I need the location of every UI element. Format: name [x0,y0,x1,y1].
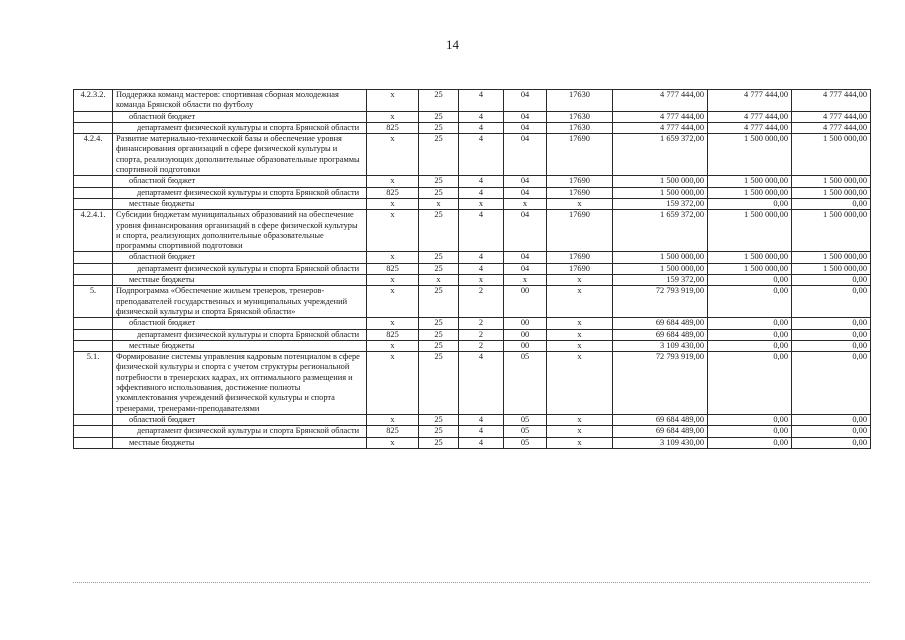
table-row [74,187,871,198]
pr-code-cell: x [459,275,504,286]
pr-code-cell: 4 [459,437,504,448]
amount-year3-cell: 1 500 000,00 [792,134,871,176]
rz-code-cell: 25 [419,263,459,274]
csr-code-cell: x [547,426,613,437]
grbs-code-cell: 825 [367,426,419,437]
amount-year2-cell: 1 500 000,00 [708,252,792,263]
row-number-cell [74,426,113,437]
rz-code-cell: 25 [419,414,459,425]
vr-code-cell: x [504,198,547,209]
table-row [74,122,871,133]
row-name-cell: Субсидии бюджетам муниципальных образований на обеспечение уровня финансирования организаций в сфере физической культуры и спорта, реализующих дополнительные образовательные программы спортивной подготовки [113,210,367,252]
csr-code-cell: 17630 [547,111,613,122]
rz-code-cell: 25 [419,426,459,437]
row-name-cell: местные бюджеты [113,198,367,209]
row-name-cell: департамент физической культуры и спорта Брянской области [113,187,367,198]
csr-code-cell: x [547,198,613,209]
row-name-cell: Подпрограмма «Обеспечение жильем тренеров, тренеров-преподавателей государственных и муниципальных учреждений физической культуры и спорта Брянской области» [113,286,367,318]
table-row [74,318,871,329]
pr-code-cell: 4 [459,187,504,198]
rz-code-cell: x [419,275,459,286]
budget-table [73,89,871,449]
amount-year2-cell: 0,00 [708,286,792,318]
table-row [74,198,871,209]
csr-code-cell: x [547,414,613,425]
csr-code-cell: 17690 [547,187,613,198]
amount-year2-cell: 1 500 000,00 [708,263,792,274]
csr-code-cell: 17690 [547,263,613,274]
row-number-cell [74,318,113,329]
amount-year2-cell: 0,00 [708,352,792,415]
row-name-cell: Развитие материально-технической базы и обеспечение уровня финансирования организаций в сфере физической культуры и спорта, реализующих дополнительные образовательные программы спортивной подготовки [113,134,367,176]
rz-code-cell: 25 [419,122,459,133]
amount-year3-cell: 1 500 000,00 [792,210,871,252]
amount-year1-cell: 4 777 444,00 [613,90,708,112]
amount-year2-cell: 4 777 444,00 [708,111,792,122]
row-number-cell [74,111,113,122]
csr-code-cell: x [547,329,613,340]
amount-year3-cell: 4 777 444,00 [792,111,871,122]
amount-year1-cell: 1 500 000,00 [613,263,708,274]
table-row [74,263,871,274]
vr-code-cell: 04 [504,90,547,112]
row-number-cell [74,263,113,274]
amount-year3-cell: 0,00 [792,275,871,286]
amount-year2-cell: 0,00 [708,318,792,329]
pr-code-cell: 2 [459,340,504,351]
pr-code-cell: 4 [459,263,504,274]
amount-year3-cell: 0,00 [792,437,871,448]
pr-code-cell: 4 [459,122,504,133]
csr-code-cell: 17690 [547,252,613,263]
pr-code-cell: 4 [459,134,504,176]
csr-code-cell: 17630 [547,90,613,112]
amount-year3-cell: 1 500 000,00 [792,263,871,274]
vr-code-cell: 05 [504,414,547,425]
amount-year1-cell: 1 659 372,00 [613,210,708,252]
csr-code-cell: x [547,286,613,318]
table-bottom-edge [73,582,870,583]
table-row [74,340,871,351]
csr-code-cell: x [547,352,613,415]
grbs-code-cell: x [367,90,419,112]
vr-code-cell: 05 [504,352,547,415]
row-name-cell: Формирование системы управления кадровым потенциалом в сфере физической культуры и спорта с учетом структуры региональной потребности в тренерских кадрах, их оптимального размещения и эффективного использования, достижение полноты укомплектования учреждений физической культуры и спорта тренерами, тренерами-преподавателями [113,352,367,415]
vr-code-cell: 04 [504,252,547,263]
table-row [74,352,871,415]
vr-code-cell: 04 [504,187,547,198]
amount-year2-cell: 0,00 [708,329,792,340]
row-name-cell: областной бюджет [113,414,367,425]
vr-code-cell: 00 [504,286,547,318]
table-row [74,329,871,340]
amount-year1-cell: 1 500 000,00 [613,187,708,198]
vr-code-cell: 04 [504,122,547,133]
rz-code-cell: 25 [419,134,459,176]
row-number-cell [74,187,113,198]
csr-code-cell: 17690 [547,134,613,176]
amount-year3-cell: 0,00 [792,286,871,318]
amount-year2-cell: 1 500 000,00 [708,134,792,176]
table-row [74,286,871,318]
grbs-code-cell: x [367,352,419,415]
table-row [74,275,871,286]
row-name-cell: местные бюджеты [113,437,367,448]
row-number-cell [74,275,113,286]
pr-code-cell: 4 [459,426,504,437]
amount-year1-cell: 1 659 372,00 [613,134,708,176]
amount-year1-cell: 4 777 444,00 [613,122,708,133]
vr-code-cell: x [504,275,547,286]
row-number-cell [74,176,113,187]
amount-year3-cell: 0,00 [792,329,871,340]
amount-year1-cell: 1 500 000,00 [613,252,708,263]
amount-year1-cell: 3 109 430,00 [613,340,708,351]
grbs-code-cell: 825 [367,122,419,133]
amount-year3-cell: 0,00 [792,318,871,329]
rz-code-cell: 25 [419,318,459,329]
amount-year2-cell: 0,00 [708,414,792,425]
amount-year1-cell: 69 684 489,00 [613,329,708,340]
row-name-cell: областной бюджет [113,318,367,329]
pr-code-cell: 4 [459,90,504,112]
rz-code-cell: 25 [419,252,459,263]
row-number-cell: 5.1. [74,352,113,415]
row-number-cell [74,329,113,340]
csr-code-cell: 17630 [547,122,613,133]
amount-year3-cell: 1 500 000,00 [792,252,871,263]
amount-year3-cell: 4 777 444,00 [792,90,871,112]
page-number: 14 [446,37,459,52]
amount-year2-cell: 1 500 000,00 [708,176,792,187]
rz-code-cell: 25 [419,437,459,448]
table-row [74,176,871,187]
table-row [74,437,871,448]
row-name-cell: областной бюджет [113,111,367,122]
rz-code-cell: 25 [419,210,459,252]
grbs-code-cell: 825 [367,187,419,198]
row-name-cell: департамент физической культуры и спорта Брянской области [113,426,367,437]
amount-year1-cell: 69 684 489,00 [613,414,708,425]
csr-code-cell: x [547,275,613,286]
pr-code-cell: 4 [459,414,504,425]
pr-code-cell: x [459,198,504,209]
amount-year1-cell: 69 684 489,00 [613,426,708,437]
rz-code-cell: 25 [419,286,459,318]
pr-code-cell: 4 [459,252,504,263]
pr-code-cell: 4 [459,210,504,252]
amount-year1-cell: 1 500 000,00 [613,176,708,187]
vr-code-cell: 00 [504,340,547,351]
table-row [74,111,871,122]
row-number-cell: 4.2.4. [74,134,113,176]
amount-year3-cell: 1 500 000,00 [792,176,871,187]
rz-code-cell: x [419,198,459,209]
row-name-cell: департамент физической культуры и спорта Брянской области [113,263,367,274]
grbs-code-cell: 825 [367,263,419,274]
amount-year2-cell: 1 500 000,00 [708,187,792,198]
amount-year2-cell: 0,00 [708,198,792,209]
amount-year1-cell: 4 777 444,00 [613,111,708,122]
rz-code-cell: 25 [419,352,459,415]
rz-code-cell: 25 [419,329,459,340]
vr-code-cell: 00 [504,329,547,340]
grbs-code-cell: 825 [367,329,419,340]
table-row [74,426,871,437]
amount-year1-cell: 72 793 919,00 [613,286,708,318]
pr-code-cell: 4 [459,111,504,122]
csr-code-cell: x [547,340,613,351]
grbs-code-cell: x [367,275,419,286]
grbs-code-cell: x [367,176,419,187]
amount-year2-cell: 0,00 [708,275,792,286]
row-name-cell: департамент физической культуры и спорта Брянской области [113,329,367,340]
pr-code-cell: 4 [459,176,504,187]
row-number-cell [74,340,113,351]
vr-code-cell: 04 [504,134,547,176]
vr-code-cell: 00 [504,318,547,329]
amount-year1-cell: 3 109 430,00 [613,437,708,448]
row-number-cell [74,198,113,209]
csr-code-cell: 17690 [547,176,613,187]
row-name-cell: местные бюджеты [113,340,367,351]
pr-code-cell: 4 [459,352,504,415]
rz-code-cell: 25 [419,176,459,187]
grbs-code-cell: x [367,414,419,425]
vr-code-cell: 05 [504,437,547,448]
vr-code-cell: 04 [504,210,547,252]
pr-code-cell: 2 [459,286,504,318]
amount-year3-cell: 0,00 [792,426,871,437]
amount-year3-cell: 1 500 000,00 [792,187,871,198]
row-name-cell: местные бюджеты [113,275,367,286]
amount-year1-cell: 159 372,00 [613,198,708,209]
csr-code-cell: x [547,318,613,329]
table-row [74,252,871,263]
row-name-cell: областной бюджет [113,252,367,263]
grbs-code-cell: x [367,252,419,263]
grbs-code-cell: x [367,286,419,318]
rz-code-cell: 25 [419,187,459,198]
amount-year3-cell: 0,00 [792,198,871,209]
vr-code-cell: 04 [504,111,547,122]
row-number-cell [74,414,113,425]
row-name-cell: Поддержка команд мастеров: спортивная сборная молодежная команда Брянской области по футболу [113,90,367,112]
row-number-cell: 4.2.3.2. [74,90,113,112]
amount-year1-cell: 69 684 489,00 [613,318,708,329]
rz-code-cell: 25 [419,340,459,351]
rz-code-cell: 25 [419,111,459,122]
amount-year2-cell: 0,00 [708,437,792,448]
amount-year2-cell: 0,00 [708,426,792,437]
amount-year2-cell: 4 777 444,00 [708,90,792,112]
grbs-code-cell: x [367,111,419,122]
table-row [74,90,871,112]
vr-code-cell: 05 [504,426,547,437]
row-number-cell: 5. [74,286,113,318]
row-name-cell: областной бюджет [113,176,367,187]
table-row [74,414,871,425]
row-number-cell [74,122,113,133]
amount-year3-cell: 4 777 444,00 [792,122,871,133]
grbs-code-cell: x [367,134,419,176]
row-name-cell: департамент физической культуры и спорта Брянской области [113,122,367,133]
row-number-cell: 4.2.4.1. [74,210,113,252]
grbs-code-cell: x [367,210,419,252]
row-number-cell [74,437,113,448]
grbs-code-cell: x [367,198,419,209]
grbs-code-cell: x [367,437,419,448]
amount-year2-cell: 0,00 [708,340,792,351]
table-row [74,134,871,176]
amount-year2-cell: 4 777 444,00 [708,122,792,133]
pr-code-cell: 2 [459,318,504,329]
table-row [74,210,871,252]
amount-year2-cell: 1 500 000,00 [708,210,792,252]
row-number-cell [74,252,113,263]
csr-code-cell: x [547,437,613,448]
grbs-code-cell: x [367,340,419,351]
amount-year1-cell: 159 372,00 [613,275,708,286]
table-body [74,90,871,449]
amount-year3-cell: 0,00 [792,352,871,415]
pr-code-cell: 2 [459,329,504,340]
vr-code-cell: 04 [504,263,547,274]
grbs-code-cell: x [367,318,419,329]
amount-year3-cell: 0,00 [792,340,871,351]
vr-code-cell: 04 [504,176,547,187]
amount-year3-cell: 0,00 [792,414,871,425]
csr-code-cell: 17690 [547,210,613,252]
rz-code-cell: 25 [419,90,459,112]
amount-year1-cell: 72 793 919,00 [613,352,708,415]
